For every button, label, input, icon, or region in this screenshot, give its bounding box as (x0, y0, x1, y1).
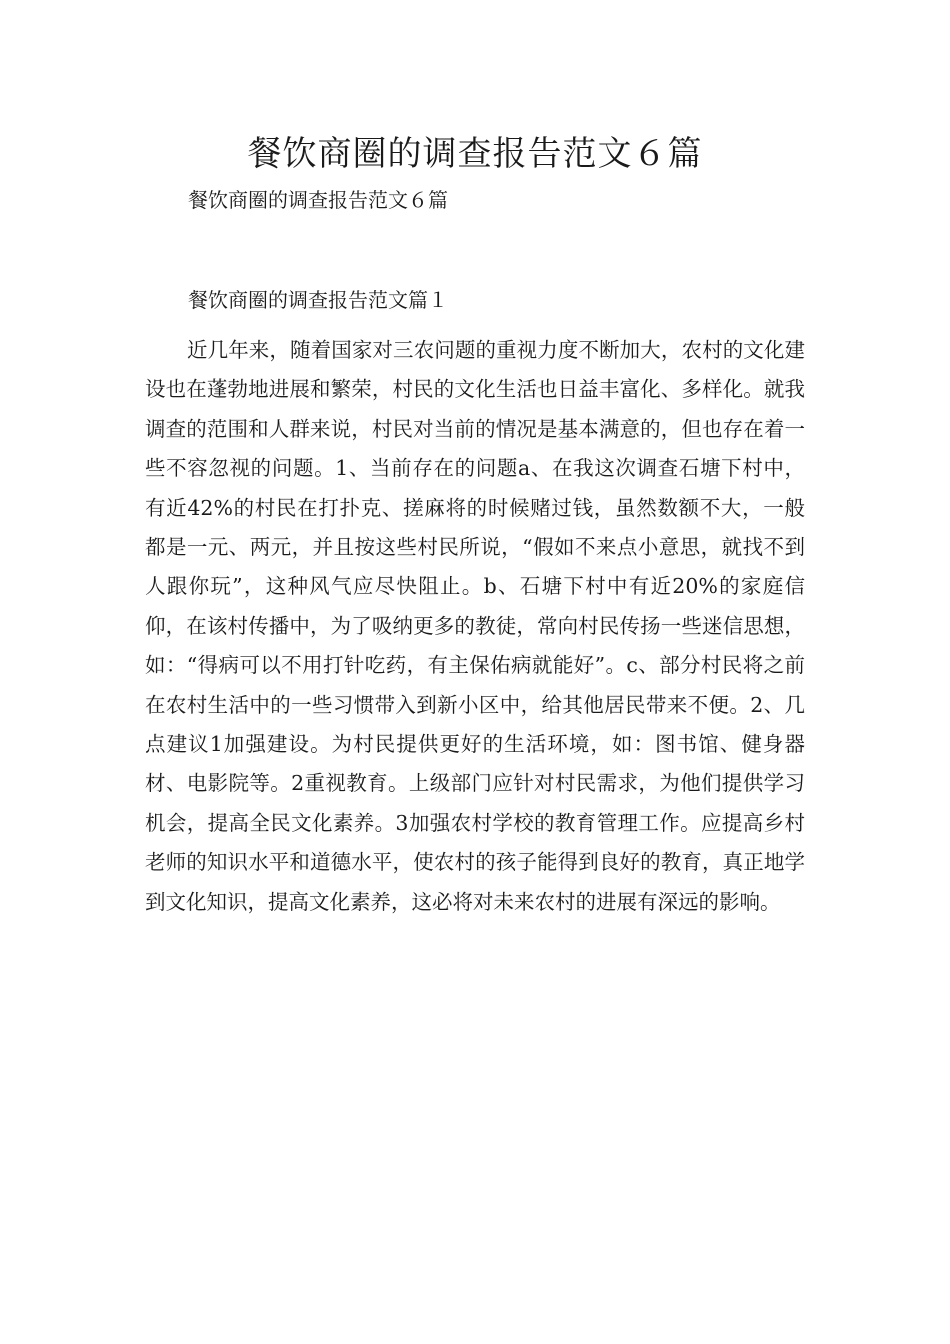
document-subtitle: 餐饮商圈的调查报告范文６篇 (188, 188, 448, 212)
section-paragraph: 近几年来，随着国家对三农问题的重视力度不断加大，农村的文化建设也在蓬勃地进展和繁荣，村民的文化生活也日益丰富化、多样化。就我调查的范围和人群来说，村民对当前的情况是基本满意的，但也存在着一些不容忽视的问题。1、当前存在的问题a、在我这次调查石塘下村中，有近42%的村民在打扑克、搓麻将的时候赌过钱，虽然数额不大，一般都是一元、两元，并且按这些村民所说，“假如不来点小意思，就找不到人跟你玩”，这种风气应尽快阻止。b、石塘下村中有近20%的家庭信仰，在该村传播中，为了吸纳更多的教徒，常向村民传扬一些迷信思想，如：“得病可以不用打针吃药，有主保佑病就能好”。c、部分村民将之前在农村生活中的一些习惯带入到新小区中，给其他居民带来不便。2、几点建议1加强建设。为村民提供更好的生活环境，如：图书馆、健身器材、电影院等。2重视教育。上级部门应针对村民需求，为他们提供学习机会，提高全民文化素养。3加强农村学校的教育管理工作。应提高乡村老师的知识水平和道德水平，使农村的孩子能得到良好的教育，真正地学到文化知识，提高文化素养，这必将对未来农村的进展有深远的影响。 (145, 338, 805, 914)
section-heading: 餐饮商圈的调查报告范文篇１ (188, 288, 448, 312)
document-title: 餐饮商圈的调查报告范文６篇 (247, 134, 703, 174)
